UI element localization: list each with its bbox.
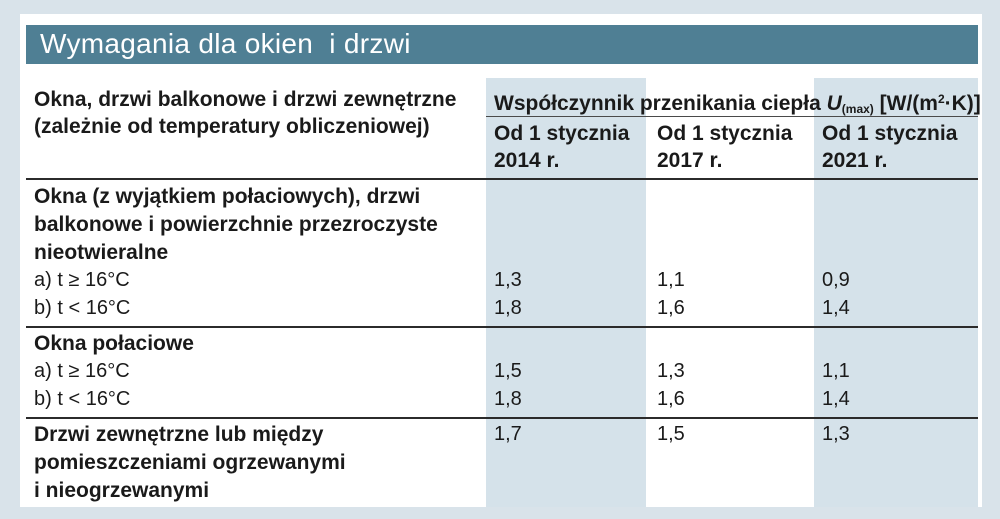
requirements-table-panel <box>20 14 982 507</box>
section1-row-b-2014: 1,8 <box>494 297 522 319</box>
table-title: Wymagania dla okien i drzwi <box>40 28 411 59</box>
section1-row-b-label: b) t < 16°C <box>34 297 131 319</box>
section3-2021: 1,3 <box>822 423 850 445</box>
section1-title-line3: nieotwieralne <box>34 241 169 264</box>
section3-title-line2: pomieszczeniami ogrzewanymi <box>34 451 346 474</box>
section2-row-a-2021: 1,1 <box>822 360 850 382</box>
col-2017-line2: 2017 r. <box>657 149 723 172</box>
coefficient-subscript: (max) <box>841 102 874 116</box>
header-left-line1: Okna, drzwi balkonowe i drzwi zewnętrzne <box>34 88 457 111</box>
col-2014-line1: Od 1 stycznia <box>494 122 630 145</box>
header-left-line2: (zależnie od temperatury obliczeniowej) <box>34 115 430 138</box>
section1-row-b-2021: 1,4 <box>822 297 850 319</box>
section3-title-line1: Drzwi zewnętrzne lub między <box>34 423 324 446</box>
header-bottom-rule <box>26 178 978 180</box>
section1-bottom-rule <box>26 326 978 328</box>
coefficient-header <box>494 86 981 123</box>
section2-title: Okna połaciowe <box>34 332 194 355</box>
coefficient-unit-b: ·K)] <box>944 92 981 115</box>
section3-2014: 1,7 <box>494 423 522 445</box>
title-bar <box>26 25 978 64</box>
col-2014-line2: 2014 r. <box>494 149 560 172</box>
section2-row-a-label: a) t ≥ 16°C <box>34 360 130 382</box>
section1-row-a-label: a) t ≥ 16°C <box>34 269 130 291</box>
coefficient-superscript: 2 <box>937 92 945 106</box>
section3-title-line3: i nieogrzewanymi <box>34 479 210 502</box>
col-2021-line2: 2021 r. <box>822 149 888 172</box>
section1-row-a-2021: 0,9 <box>822 269 850 291</box>
section1-row-a-2017: 1,1 <box>657 269 685 291</box>
coefficient-label: Współczynnik przenikania ciepła <box>494 92 827 115</box>
section2-row-a-2017: 1,3 <box>657 360 685 382</box>
header-divider <box>486 116 978 117</box>
section2-bottom-rule <box>26 417 978 419</box>
section2-row-a-2014: 1,5 <box>494 360 522 382</box>
section1-title-line2: balkonowe i powierzchnie przezroczyste <box>34 213 438 236</box>
section2-row-b-label: b) t < 16°C <box>34 388 131 410</box>
col-2021-line1: Od 1 stycznia <box>822 122 958 145</box>
col-2017-line1: Od 1 stycznia <box>657 122 793 145</box>
coefficient-symbol: U <box>826 92 842 115</box>
section2-row-b-2017: 1,6 <box>657 388 685 410</box>
section3-2017: 1,5 <box>657 423 685 445</box>
section1-row-b-2017: 1,6 <box>657 297 685 319</box>
section1-title-line1: Okna (z wyjątkiem połaciowych), drzwi <box>34 185 421 208</box>
section1-row-a-2014: 1,3 <box>494 269 522 291</box>
section2-row-b-2021: 1,4 <box>822 388 850 410</box>
coefficient-unit-a: [W/(m <box>873 92 938 115</box>
section2-row-b-2014: 1,8 <box>494 388 522 410</box>
